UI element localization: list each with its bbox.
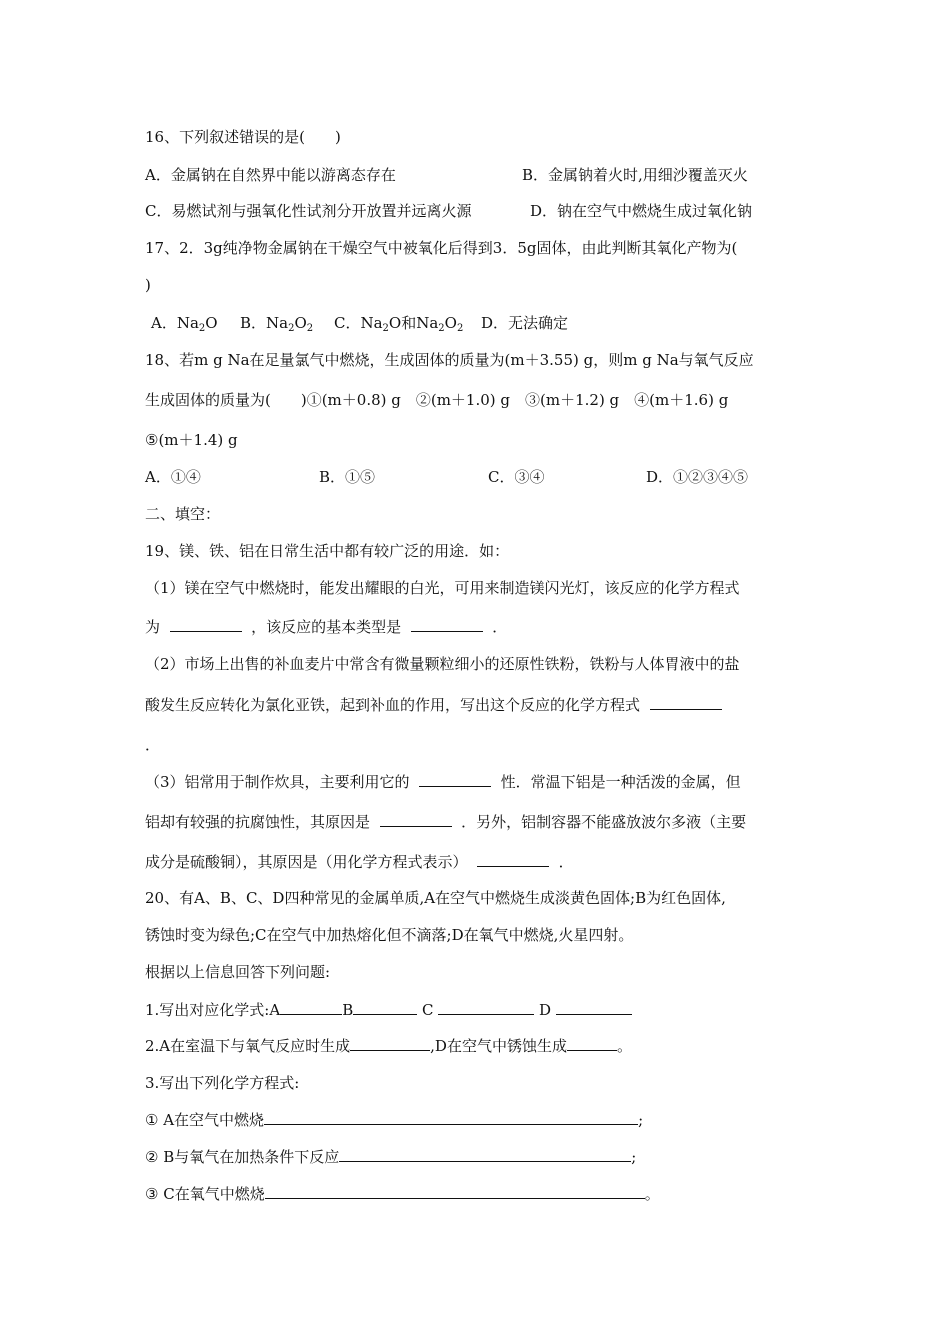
q17-option-c: C．$Na_2O$和$Na_2O_2$ — [334, 314, 464, 334]
q18-option-b: B．①⑤ — [319, 468, 376, 486]
q19-part3-line2: 铝却有较强的抗腐蚀性，其原因是 ．另外，铝制容器不能盛放波尔多液（主要 — [145, 813, 747, 831]
answer-blank[interactable] — [170, 617, 242, 632]
answer-blank[interactable] — [411, 617, 483, 632]
q19-stem: 19、镁、铁、铝在日常生活中都有较广泛的用途．如： — [145, 542, 510, 560]
answer-blank[interactable] — [339, 1147, 631, 1162]
q17-option-d: D．无法确定 — [481, 314, 569, 332]
answer-blank[interactable] — [353, 1000, 417, 1015]
answer-blank[interactable] — [567, 1036, 617, 1051]
answer-blank[interactable] — [264, 1110, 638, 1125]
q19-part3-line3: 成分是硫酸铜），其原因是（用化学方程式表示） ． — [145, 853, 574, 871]
answer-blank[interactable] — [380, 812, 452, 827]
q20-line1: 20、有A、B、C、D四种常见的金属单质,A在空气中燃烧生成淡黄色固体;B为红色固体, — [145, 889, 726, 907]
q16-option-a: A．金属钠在自然界中能以游离态存在 — [145, 166, 396, 184]
q17-option-b: B．$Na_2O_2$ — [240, 314, 314, 334]
q18-option-c: C．③④ — [488, 468, 545, 486]
q20-equation-1: ① A在空气中燃烧 ; — [145, 1111, 644, 1129]
q17-stem-line2: ) — [145, 276, 151, 294]
answer-blank[interactable] — [280, 1000, 342, 1015]
answer-blank[interactable] — [419, 772, 491, 787]
q16-option-b: B．金属钠着火时,用细沙覆盖灭火 — [522, 166, 748, 184]
q19-part2-line3: ． — [145, 736, 161, 754]
q17-option-a: A．$Na_2O$ — [151, 314, 218, 334]
q20-sub1: 1.写出对应化学式:A B C D — [145, 1000, 632, 1020]
q18-line1: 18、若m g Na在足量氯气中燃烧，生成固体的质量为(m＋3.55) g，则m g Na与氧气反应 — [145, 351, 754, 369]
answer-blank[interactable] — [438, 1000, 534, 1015]
q19-part1-line1: （1）镁在空气中燃烧时，能发出耀眼的白光，可用来制造镁闪光灯，该反应的化学方程式 — [145, 579, 740, 597]
q20-sub2: 2.A在室温下与氧气反应时生成 ,D在空气中锈蚀生成 。 — [145, 1037, 632, 1055]
q20-sub3: 3.写出下列化学方程式: — [145, 1074, 300, 1092]
q18-option-d: D．①②③④⑤ — [646, 468, 749, 486]
answer-blank[interactable] — [556, 1000, 632, 1015]
answer-blank[interactable] — [350, 1036, 430, 1051]
q19-part2-line2: 酸发生反应转化为氯化亚铁，起到补血的作用，写出这个反应的化学方程式 — [145, 695, 722, 715]
q20-line2: 锈蚀时变为绿色;C在空气中加热熔化但不滴落;D在氧气中燃烧,火星四射。 — [145, 926, 634, 944]
answer-blank[interactable] — [650, 695, 722, 710]
q19-part3-line1: （3）铝常用于制作炊具，主要利用它的 性．常温下铝是一种活泼的金属，但 — [145, 773, 741, 791]
q18-option-a: A．①④ — [145, 468, 201, 486]
q18-line2: 生成固体的质量为( )①(m＋0.8) g ②(m＋1.0) g ③(m＋1.2) g ④(m＋1.6) g — [145, 391, 729, 409]
q16-stem: 16、下列叙述错误的是( ) — [145, 128, 341, 146]
answer-blank[interactable] — [265, 1184, 645, 1199]
q20-equation-3: ③ C在氧气中燃烧 。 — [145, 1185, 660, 1203]
q18-line3: ⑤(m＋1.4) g — [145, 431, 238, 449]
q20-line3: 根据以上信息回答下列问题: — [145, 963, 331, 981]
section-heading: 二、填空： — [145, 505, 221, 523]
q16-option-d: D．钠在空气中燃烧生成过氧化钠 — [530, 202, 753, 220]
q16-option-c: C．易燃试剂与强氧化性试剂分开放置并远离火源 — [145, 202, 472, 220]
q20-equation-2: ② B与氧气在加热条件下反应 ; — [145, 1148, 637, 1166]
answer-blank[interactable] — [477, 852, 549, 867]
q19-part2-line1: （2）市场上出售的补血麦片中常含有微量颗粒细小的还原性铁粉，铁粉与人体胃液中的盐 — [145, 655, 740, 673]
q17-stem-line1: 17、2．3g纯净物金属钠在干燥空气中被氧化后得到3．5g固体，由此判断其氧化产物为( — [145, 239, 738, 257]
q19-part1-line2: 为 ，该反应的基本类型是 ． — [145, 618, 508, 636]
